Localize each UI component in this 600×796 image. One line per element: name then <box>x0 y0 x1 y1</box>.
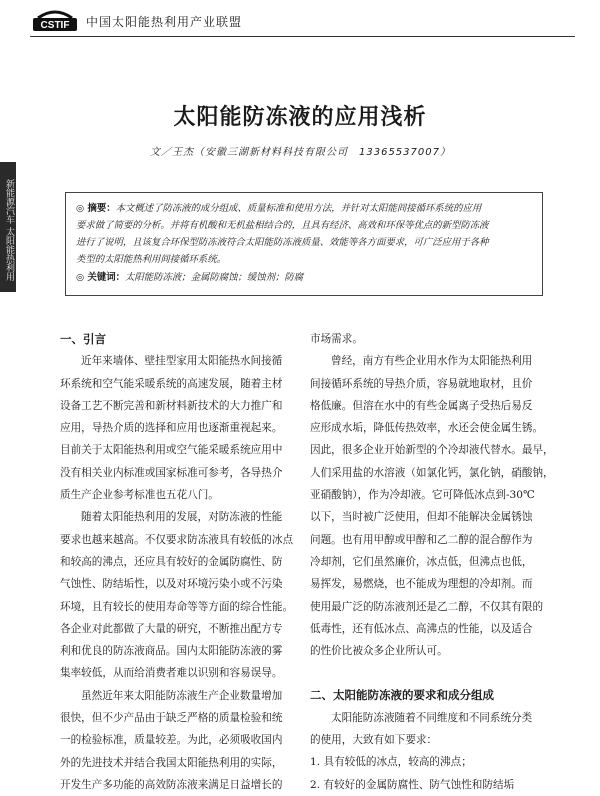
body-line: 外的先进技术并结合我国太阳能热利用的实际， <box>60 756 283 769</box>
list-item: 1. 具有较低的冰点，较高的沸点； <box>310 756 472 769</box>
body-line: 各企业对此都做了大量的研究，不断推出配方专 <box>60 622 283 635</box>
body-line: 因此，很多企业开始新型的个冷却液代替水。最早， <box>310 444 554 457</box>
abstract-label: ◎ 摘要： <box>76 203 116 214</box>
body-line: 没有相关业内标准或国家标准可参考，各导热介 <box>60 466 283 479</box>
cstif-logo <box>32 8 78 32</box>
body-line: 应形成水垢，降低传热效率，水还会使金属生锈。 <box>310 422 544 435</box>
body-line: 应用，导热介质的选择和应用也逐渐重视起来。 <box>60 422 283 435</box>
body-line: 目前关于太阳能热利用或空气能采暖系统应用中 <box>60 444 283 457</box>
abstract-line: 要求做了简要的分析。并将有机酸和无机盐相结合的，且具有经济、高效和环保等优点的新型防冻液 <box>76 220 489 231</box>
body-line: 环境，且有较长的使用寿命等等方面的综合性能。 <box>60 600 294 613</box>
body-line: 亚硝酸钠），作为冷却液。它可降低冰点到-30℃ <box>310 489 535 502</box>
body-line: 市场需求。 <box>310 333 363 345</box>
body-line: 开发生产多功能的高效防冻液来满足日益增长的 <box>60 778 283 791</box>
body-line: 曾经，南方有些企业用水作为太阳能热利用 <box>331 355 533 368</box>
body-line: 近年来墙体、壁挂型家用太阳能热水间接循 <box>81 355 283 368</box>
author-text: 文／王杰（安徽三湖新材料科技有限公司 13365537007） <box>150 147 451 158</box>
body-line: 很快，但不少产品由于缺乏严格的质量检验和统 <box>60 712 283 725</box>
abstract-line: 类型的太阳能热利用间接循环系统。 <box>76 254 227 265</box>
left-column <box>60 328 310 796</box>
body-line: 要求也越来越高。不仅要求防冻液具有较低的冰点 <box>60 533 294 546</box>
body-line: 环系统和空气能采暖系统的高速发展，随着主材 <box>60 377 283 390</box>
logo-text: CSTIF <box>40 20 70 31</box>
body-line: 设备工艺不断完善和新材料新技术的大力推广和 <box>60 399 283 412</box>
keywords-line <box>76 269 532 286</box>
body-line: 使用最广泛的防冻液剂还是乙二醇，不仅其有限的 <box>310 600 544 613</box>
body-line: 虽然近年来太阳能防冻液生产企业数量增加 <box>81 689 283 702</box>
body-line: 一的检验标准，质量较差。为此，必须吸收国内 <box>60 734 283 747</box>
list-item: 2. 有较好的金属防腐性、防气蚀性和防结垢 <box>310 778 515 791</box>
section-heading-intro: 一、引言 <box>60 332 106 346</box>
body-line: 随着太阳能热利用的发展，对防冻液的性能 <box>81 511 283 524</box>
body-line: 的使用，大致有如下要求： <box>310 734 438 747</box>
body-line: 人们采用盐的水溶液（如氯化钙，氯化钠，硝酸钠， <box>310 466 554 479</box>
body-line: 易挥发，易燃烧，也不能成为理想的冷却剂。而 <box>310 578 533 591</box>
body-line: 低毒性，还有低冰点、高沸点的性能，以及适合 <box>310 622 533 635</box>
body-line: 问题。也有用甲醇或甲醇和乙二醇的混合醇作为 <box>310 533 533 546</box>
body-line: 质生产企业参考标准也五花八门。 <box>60 489 219 502</box>
abstract-line: 进行了说明，且该复合环保型防冻液符合太阳能防冻液质量、效能等各方面要求，可广泛应用于各种 <box>76 237 489 248</box>
article-title: 太阳能防冻液的应用浅析 <box>173 105 427 130</box>
author-line <box>150 143 451 158</box>
keywords-label: ◎ 关键词： <box>76 272 125 283</box>
abstract-line: ◎ 摘要：本文概述了防冻液的成分组成、质量标准和使用方法，并针对太阳能间接循环系统的应用 <box>76 203 482 214</box>
section-heading-requirements: 二、太阳能防冻液的要求和成分组成 <box>310 688 494 703</box>
body-line: 冷却剂，它们虽然廉价，冰点低，但沸点也低， <box>310 555 533 568</box>
body-line: 和较高的沸点，还应具有较好的金属防腐性、防 <box>60 555 283 568</box>
body-line: 集率较低，从而给消费者难以识别和容易误导。 <box>60 667 283 680</box>
body-line: 利和优良的防冻液商品。国内太阳能防冻液的雾 <box>60 645 283 658</box>
right-column <box>310 328 555 796</box>
abstract-box <box>65 192 543 296</box>
body-line: 间接循环系统的导热介质，容易就地取材，且价 <box>310 377 533 390</box>
header-divider <box>30 36 575 37</box>
body-line: 气蚀性、防结垢性，以及对环境污染小或不污染 <box>60 578 283 591</box>
body-line: 的性价比被众多企业所认可。 <box>310 645 448 658</box>
body-line: 以下，当时被广泛使用，但却不能解决金属锈蚀 <box>310 511 533 524</box>
body-line: 格低廉。但溶在水中的有些金属离子受热后易反 <box>310 399 533 412</box>
page-header <box>30 4 590 36</box>
body-line: 太阳能防冻液随着不同维度和不同系统分类 <box>331 711 533 724</box>
organization-name: 中国太阳能热利用产业联盟 <box>86 15 243 29</box>
keywords-text: 太阳能防冻液；金属防腐蚀；缓蚀剂；防腐 <box>124 272 304 283</box>
sidebar-tab: 新能源汽车 太阳能热利用 <box>0 162 16 292</box>
